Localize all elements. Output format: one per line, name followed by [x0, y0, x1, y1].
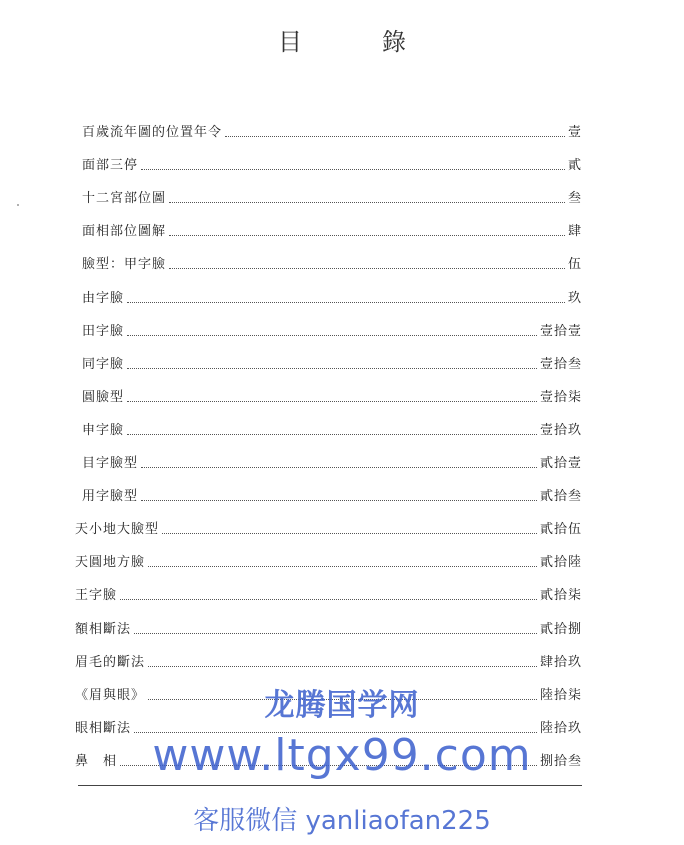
toc-entry-page: 肆 — [567, 224, 582, 240]
toc-entry[interactable] — [82, 437, 582, 470]
toc-entry-page: 壹拾叁 — [539, 356, 582, 372]
dot-leader — [148, 565, 537, 567]
toc-entry-page: 貳拾壹 — [539, 456, 582, 472]
dot-leader — [169, 267, 565, 269]
watermark-contact: 客服微信 yanliaofan225 — [193, 806, 491, 836]
toc-entry-label: 面相部位圖解 — [82, 224, 167, 240]
toc-entry-page: 壹拾柒 — [539, 389, 582, 405]
toc-entry-page: 伍 — [567, 257, 582, 273]
toc-entry-label: 百歲流年圖的位置年令 — [82, 125, 223, 141]
toc-entry[interactable] — [82, 238, 582, 271]
toc-entry[interactable] — [82, 172, 582, 205]
toc-entry[interactable] — [82, 371, 582, 404]
dot-leader — [169, 201, 565, 203]
toc-entry-label: 額相斷法 — [75, 621, 132, 637]
table-of-contents — [75, 106, 582, 769]
toc-entry-page: 玖 — [567, 290, 582, 306]
toc-entry-page: 壹拾玖 — [539, 422, 582, 438]
toc-entry-label: 目字臉型 — [82, 456, 139, 472]
toc-entry[interactable] — [75, 602, 582, 635]
toc-entry-label: 眼相斷法 — [75, 720, 132, 736]
toc-entry[interactable] — [82, 305, 582, 338]
toc-entry[interactable] — [75, 636, 582, 669]
toc-entry-label: 田字臉 — [82, 323, 125, 339]
toc-entry-label: 申字臉 — [82, 422, 125, 438]
toc-entry[interactable] — [75, 569, 582, 602]
dot-leader — [162, 532, 537, 534]
toc-entry-page: 肆拾玖 — [539, 654, 582, 670]
dot-leader — [134, 632, 537, 634]
toc-entry-page: 貳 — [567, 158, 582, 174]
toc-entry-page: 貳拾叁 — [539, 489, 582, 505]
dot-leader — [141, 466, 537, 468]
toc-entry-label: 臉型：甲字臉 — [82, 257, 167, 273]
scan-speck — [17, 204, 19, 206]
toc-entry-page: 壹拾壹 — [539, 323, 582, 339]
toc-entry-page: 叁 — [567, 191, 582, 207]
toc-entry[interactable] — [75, 536, 582, 569]
toc-entry-label: 同字臉 — [82, 356, 125, 372]
dot-leader — [120, 598, 537, 600]
dot-leader — [127, 433, 537, 435]
dot-leader — [141, 499, 537, 501]
toc-entry[interactable] — [82, 205, 582, 238]
toc-entry[interactable] — [82, 106, 582, 139]
toc-entry-label: 用字臉型 — [82, 489, 139, 505]
toc-entry[interactable] — [82, 271, 582, 304]
toc-entry-page: 陸拾柒 — [539, 687, 582, 703]
toc-entry-page: 貳拾捌 — [539, 621, 582, 637]
toc-entry[interactable] — [75, 503, 582, 536]
toc-entry[interactable] — [82, 404, 582, 437]
toc-entry-label: 鼻 相 — [75, 753, 118, 769]
dot-leader — [127, 334, 537, 336]
watermark-site-name: 龙腾国学网 — [264, 688, 420, 723]
dot-leader — [127, 400, 537, 402]
dot-leader — [141, 168, 565, 170]
toc-entry-page: 貳拾伍 — [539, 522, 582, 538]
toc-entry[interactable] — [82, 470, 582, 503]
toc-entry-label: 王字臉 — [75, 588, 118, 604]
watermark-url: www.ltgx99.com — [152, 730, 532, 781]
toc-entry-page: 陸拾玖 — [539, 720, 582, 736]
toc-entry-label: 圓臉型 — [82, 389, 125, 405]
toc-entry-page: 壹 — [567, 125, 582, 141]
dot-leader — [148, 665, 537, 667]
toc-entry-label: 面部三停 — [82, 158, 139, 174]
dot-leader — [127, 367, 537, 369]
toc-entry-label: 由字臉 — [82, 290, 125, 306]
dot-leader — [127, 301, 565, 303]
toc-entry-page: 貳拾柒 — [539, 588, 582, 604]
toc-entry-page: 貳拾陸 — [539, 555, 582, 571]
toc-entry-label: 天小地大臉型 — [75, 522, 160, 538]
dot-leader — [169, 234, 565, 236]
toc-entry-label: 眉毛的斷法 — [75, 654, 146, 670]
dot-leader — [225, 135, 565, 137]
bottom-divider — [78, 785, 582, 786]
toc-entry-label: 十二宮部位圖 — [82, 191, 167, 207]
toc-entry[interactable] — [82, 139, 582, 172]
page-title: 目 錄 — [278, 28, 434, 56]
toc-entry-page: 捌拾叁 — [539, 753, 582, 769]
toc-entry[interactable] — [82, 338, 582, 371]
toc-entry-label: 《眉與眼》 — [75, 687, 146, 703]
toc-entry-label: 天圓地方臉 — [75, 555, 146, 571]
